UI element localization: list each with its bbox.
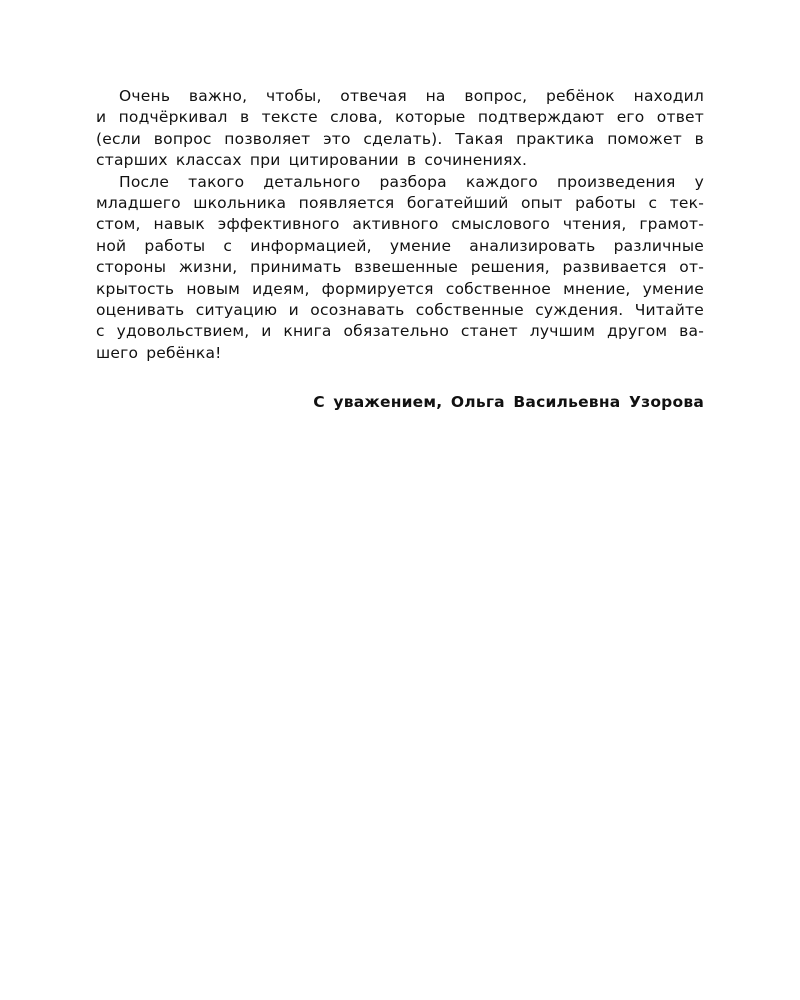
text-line: ной работы с информацией, умение анализировать различные: [96, 236, 704, 255]
paragraph-2: [96, 172, 704, 365]
document-body: [96, 86, 704, 364]
text-line: Очень важно, чтобы, отвечая на вопрос, ребёнок находил: [119, 87, 704, 105]
text-line: После такого детального разбора каждого произведения у: [119, 172, 704, 191]
text-line: и подчёркивал в тексте слова, которые подтверждают его ответ: [96, 108, 704, 127]
text-line: оценивать ситуацию и осознавать собственные суждения. Читайте: [96, 300, 704, 319]
text-line: стороны жизни, принимать взвешенные решения, развивается от-: [96, 258, 704, 277]
text-line: (если вопрос позволяет это сделать). Такая практика поможет в: [96, 129, 704, 148]
text-line: шего ребёнка!: [96, 343, 222, 362]
paragraph-1: [96, 86, 704, 172]
text-line: крытость новым идеям, формируется собственное мнение, умение: [96, 279, 704, 298]
text-line: старших классах при цитировании в сочинениях.: [96, 151, 528, 170]
text-line: младшего школьника появляется богатейший опыт работы с тек-: [96, 193, 704, 212]
signature: С уважением, Ольга Васильевна Узорова: [313, 393, 704, 411]
text-line: с удовольствием, и книга обязательно станет лучшим другом ва-: [96, 322, 704, 341]
text-line: стом, навык эффективного активного смыслового чтения, грамот-: [96, 215, 704, 234]
